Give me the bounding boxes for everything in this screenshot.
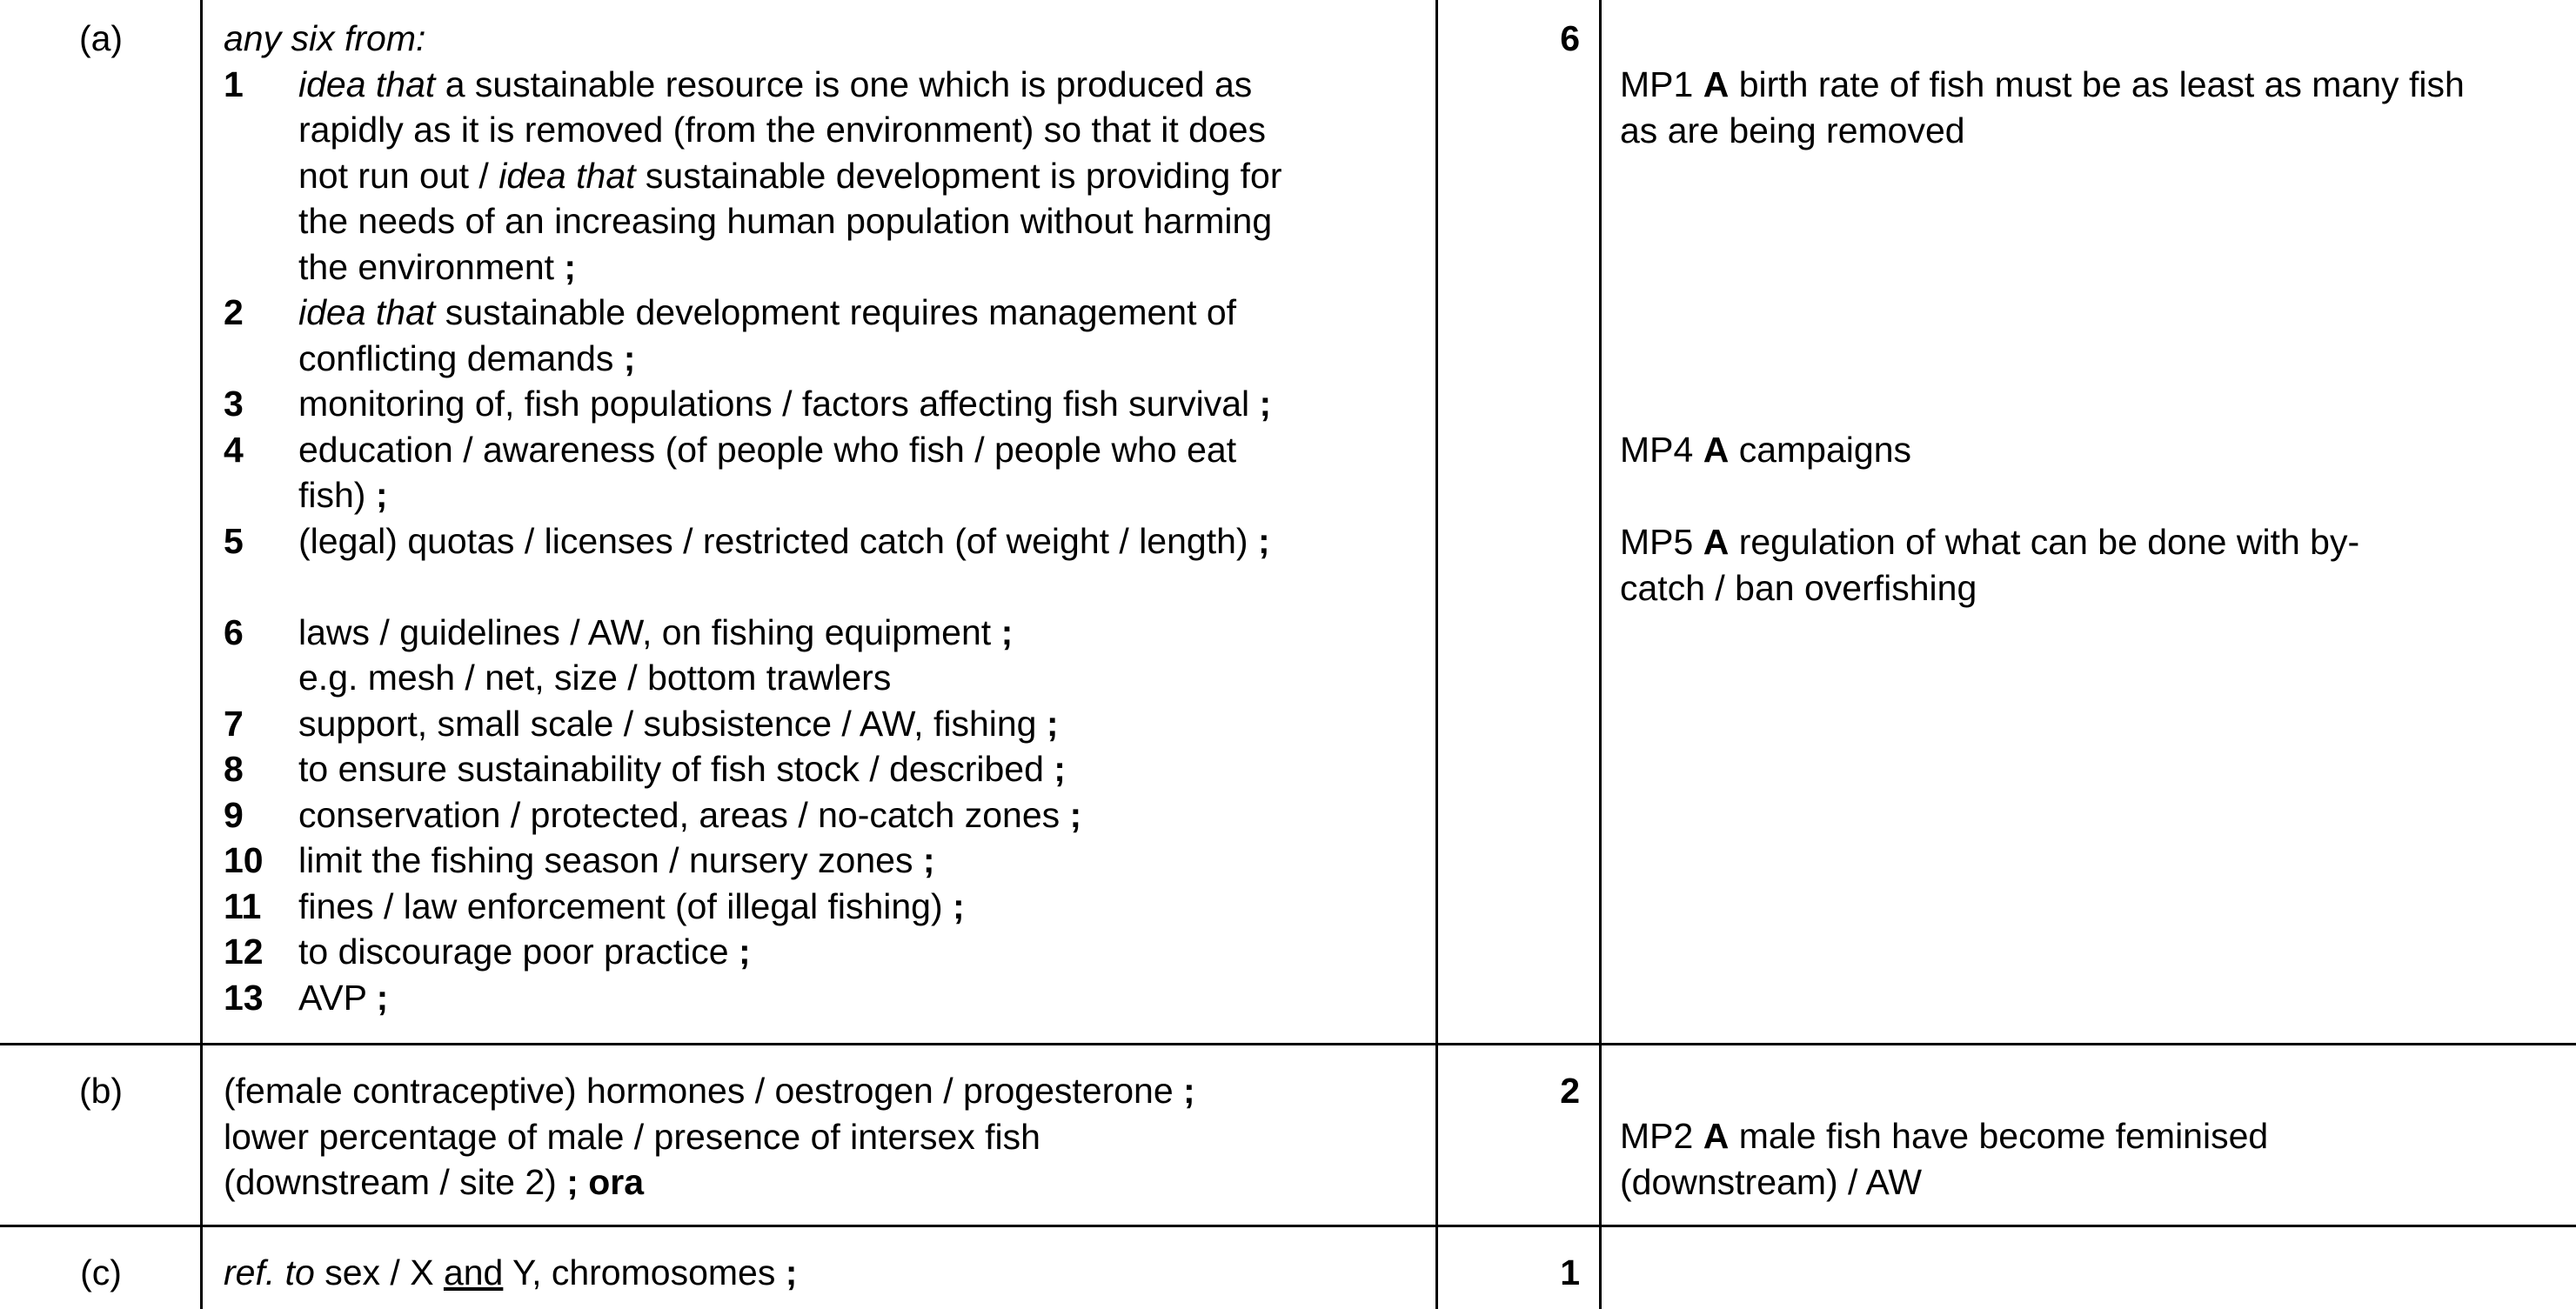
point-7: 7 support, small scale / subsistence / AW, fishing ; <box>224 703 1059 744</box>
point-4: 4 education / awareness (of people who fish / people who eat <box>224 429 1237 470</box>
point-6: 6 laws / guidelines / AW, on fishing equipment ; <box>224 611 1014 652</box>
part-c-label: (c) <box>80 1252 122 1292</box>
point-9: 9 conservation / protected, areas / no-catch zones ; <box>224 794 1082 835</box>
intro-line: any six from: <box>224 18 426 58</box>
point-10: 10 limit the fishing season / nursery zones ; <box>224 840 935 880</box>
part-a-guidance-mp4: MP4 A campaigns <box>1620 430 1911 470</box>
part-b-marks: 2 <box>1560 1071 1580 1111</box>
part-a-guidance-mp5: MP5 A regulation of what can be done with by- catch / ban overfishing <box>1620 522 2360 608</box>
part-c-answer: ref. to sex / X and Y, chromosomes ; <box>224 1252 798 1292</box>
part-a-label: (a) <box>78 18 124 58</box>
point-3: 3 monitoring of, fish populations / factors affecting fish survival ; <box>224 384 1272 424</box>
part-a-guidance-mp1: MP1 A birth rate of fish must be as least as many fish as are being removed <box>1620 64 2465 150</box>
row-divider-2 <box>0 1225 2576 1227</box>
part-a-marks: 6 <box>1560 18 1580 58</box>
point-13: 13 AVP ; <box>224 977 389 1018</box>
part-b-guidance-mp2: MP2 A male fish have become feminised (downstream) / AW <box>1620 1116 2269 1202</box>
point-8: 8 to ensure sustainability of fish stock / described ; <box>224 749 1066 789</box>
point-1: 1 idea that a sustainable resource is one which is produced as <box>224 63 1253 104</box>
point-11: 11 fines / law enforcement (of illegal fishing) ; <box>224 885 965 926</box>
part-a-answer: any six from: 1 idea that a sustainable resource is one which is produced as rapidly as it is removed (from the environment) so that it does not run out / idea that sustainable development is providing for the needs of an increasing human population without harming the environment ; 2 idea that sustainable development requires management of conflicting demands ; 3 monitoring of, fish populations / factors affecting fish survival ; 4 education / awareness (of people who fish / people who eat fish) ; 5 (legal) quotas / licenses / restricted catch (of weight / length) ; 6 laws / guidelines / AW, on fishing equipment ; e.g. mesh / net, size / bottom trawlers 7 support, small scale / subsistence / AW, fishing ; 8 to ensure sustainability of fish stock / described ; 9 conservation / protected, areas / no-catch zones ; 10 limit the fishing season / nursery zones ; 11 fines / law enforcement (of illegal fishing) ; 12 to discourage poor practice ; 13 AVP ; <box>224 16 1424 1020</box>
column-divider-3 <box>1599 0 1602 1309</box>
point-5: 5 (legal) quotas / licenses / restricted catch (of weight / length) ; <box>224 520 1270 561</box>
row-divider-1 <box>0 1043 2576 1045</box>
point-12: 12 to discourage poor practice ; <box>224 932 751 972</box>
part-b-label: (b) <box>78 1071 124 1111</box>
part-c-marks: 1 <box>1560 1252 1580 1292</box>
part-b-answer: (female contraceptive) hormones / oestrogen / progesterone ; lower percentage of male / presence of intersex fish (downstream / site 2) ; ora <box>224 1071 1195 1202</box>
point-2: 2 idea that sustainable development requires management of <box>224 292 1237 332</box>
